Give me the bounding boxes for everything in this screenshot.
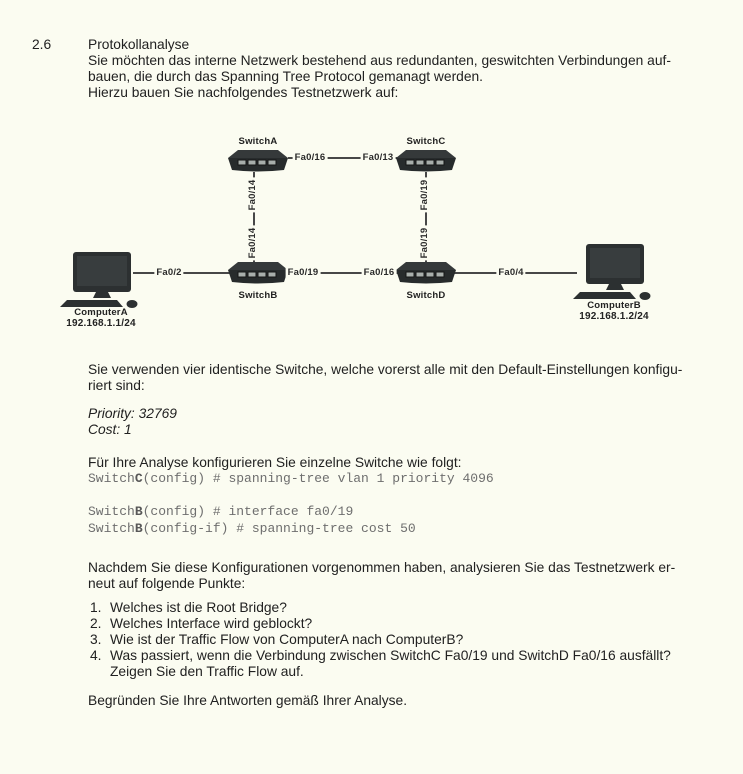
intro-line: Sie möchten das interne Netzwerk bestehend aus redundanten, geswitchten Verbindungen auf- [88,53,671,68]
analysis-line: neut auf folgende Punkte: [88,576,246,591]
switch-a-icon [227,149,289,173]
port-label-switchc-fa0-13: Fa0/13 [361,150,396,166]
switch-d-icon [395,261,457,285]
switch-c-icon [395,149,457,173]
network-topology-diagram [0,128,743,332]
defaults-line: riert sind: [88,378,145,393]
question-number: 2. [90,616,102,631]
computer-b-label: ComputerB [587,300,641,311]
switch-b-icon [227,261,289,285]
question-item [90,616,671,632]
port-label-switchb-fa0-14: Fa0/14 [245,226,261,261]
question-item [90,632,671,648]
cli-command: SwitchC(config) # spanning-tree vlan 1 priority 4096 [88,471,494,486]
config-intro: Für Ihre Analyse konfigurieren Sie einzelne Switche wie folgt: [88,455,462,470]
question-item [90,648,671,664]
port-label-switcha-fa0-14: Fa0/14 [245,178,261,213]
defaults-paragraph [88,362,682,394]
closing-instruction: Begründen Sie Ihre Antworten gemäß Ihrer Analyse. [88,693,408,708]
question-text: Was passiert, wenn die Verbindung zwischen SwitchC Fa0/19 und SwitchD Fa0/16 ausfällt? [110,648,671,663]
port-label-switchd-fa0-4: Fa0/4 [496,265,525,281]
port-label-switchc-fa0-19: Fa0/19 [417,178,433,213]
intro-line: Hierzu bauen Sie nachfolgendes Testnetzwerk auf: [88,85,399,100]
computer-a-icon [57,252,147,308]
port-label-switchd-fa0-19: Fa0/19 [417,226,433,261]
defaults-line: Sie verwenden vier identische Switche, welche vorerst alle mit den Default-Einstellungen konfigu- [88,362,683,377]
cost-value: Cost: 1 [88,422,132,437]
intro-paragraph [88,53,671,101]
switch-c-label: SwitchC [406,136,446,147]
port-label-switcha-fa0-16: Fa0/16 [293,150,328,166]
cli-command: SwitchB(config) # interface fa0/19 [88,504,354,519]
question-number: 1. [90,600,102,615]
cli-commands [88,471,494,538]
switch-b-label: SwitchB [238,290,278,301]
intro-line: bauen, die durch das Spanning Tree Protocol gemanagt werden. [88,69,484,84]
analysis-line: Nachdem Sie diese Konfigurationen vorgenommen haben, analysieren Sie das Testnetzwerk er- [88,560,676,575]
default-settings [88,406,177,438]
section-number: 2.6 [32,37,52,52]
switch-a-label: SwitchA [238,136,278,147]
port-label-switchb-fa0-19: Fa0/19 [286,265,321,281]
analysis-paragraph [88,560,675,592]
question-continuation: Zeigen Sie den Traffic Flow auf. [110,664,304,679]
computer-a-label: ComputerA [74,307,128,318]
question-number: 3. [90,632,102,647]
question-item [90,600,671,616]
question-text: Welches ist die Root Bridge? [110,600,287,615]
priority-value: Priority: 32769 [88,406,177,421]
question-number: 4. [90,648,102,663]
switch-d-label: SwitchD [406,290,446,301]
question-text: Wie ist der Traffic Flow von ComputerA nach ComputerB? [110,632,464,647]
computer-b-icon [570,244,660,300]
port-label-switchd-fa0-16: Fa0/16 [362,265,397,281]
port-label-switchb-fa0-2: Fa0/2 [154,265,183,281]
question-list [90,600,671,680]
computer-a-ip: 192.168.1.1/24 [66,318,136,329]
section-title: Protokollanalyse [88,37,190,52]
computer-b-ip: 192.168.1.2/24 [579,311,649,322]
cli-command: SwitchB(config-if) # spanning-tree cost 50 [88,521,416,536]
question-text: Welches Interface wird geblockt? [110,616,313,631]
